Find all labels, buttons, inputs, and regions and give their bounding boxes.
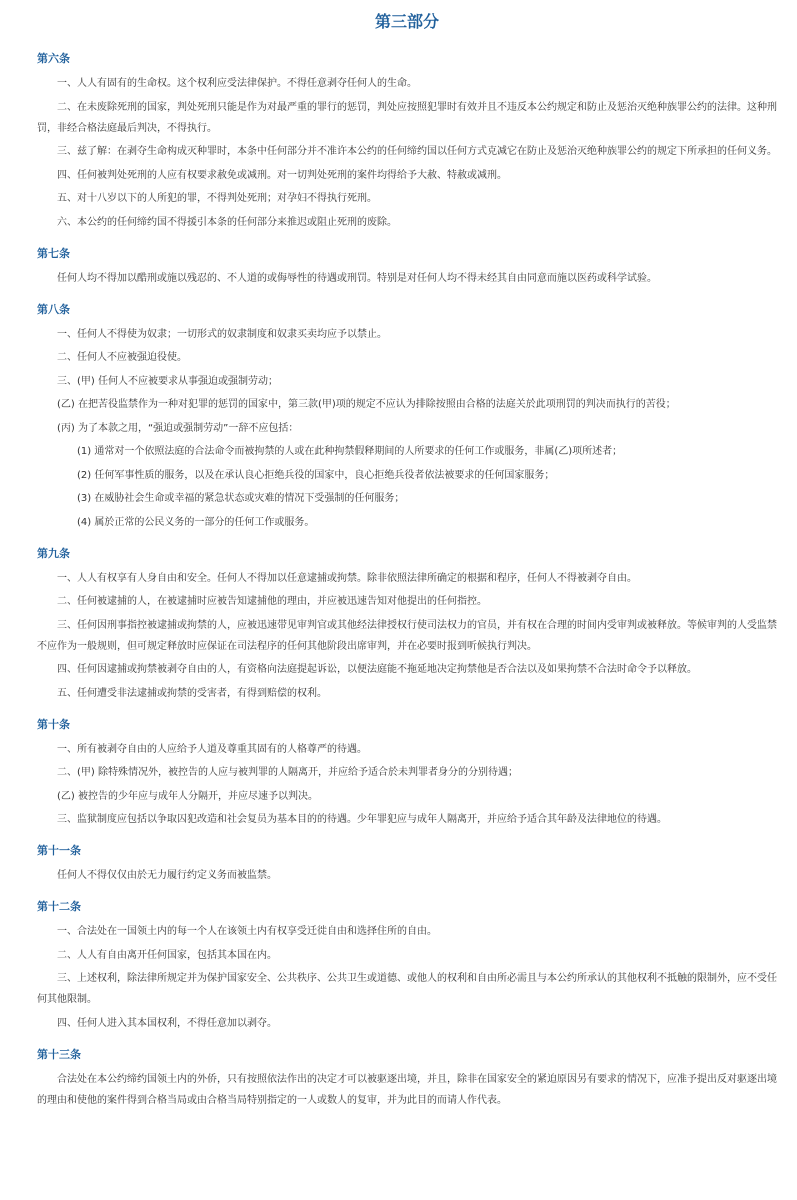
paragraph: 三、(甲) 任何人不应被要求从事强迫或强制劳动； (57, 375, 278, 387)
article-6 (37, 48, 777, 233)
paragraph: 二、任何人不应被强迫役使。 (57, 352, 187, 363)
paragraph: (乙) 在把苦役监禁作为一种对犯罪的惩罚的国家中，第三款(甲)项的规定不应认为排除按照由合格的法庭关於此项刑罚的判决而执行的苦役； (57, 399, 676, 410)
paragraph: (4) 属於正常的公民义务的一部分的任何工作或服务。 (77, 516, 315, 528)
article-13 (37, 1044, 777, 1111)
paragraph: 三、任何因刑事指控被逮捕或拘禁的人，应被迅速带见审判官或其他经法律授权行使司法权力的官员，并有权在合理的时间内受审判或被释放。等候审判的人受监禁不应作为一般规则，但可规定释放时应保证在司法程序的任何其他阶段出席审判，并在必要时报到听候执行判决。 (37, 619, 777, 652)
paragraph: 二、(甲) 除特殊情况外，被控告的人应与被判罪的人隔离开，并应给予适合於未判罪者身分的分别待遇； (57, 767, 518, 778)
paragraph: 五、任何遭受非法逮捕或拘禁的受害者，有得到赔偿的权利。 (57, 687, 327, 699)
paragraph: 一、人人有权享有人身自由和安全。任何人不得加以任意逮捕或拘禁。除非依照法律所确定的根据和程序，任何人不得被剥夺自由。 (57, 572, 637, 584)
article-heading: 第六条 (37, 52, 70, 65)
article-9 (37, 543, 777, 704)
paragraph: 一、所有被剥夺自由的人应给予人道及尊重其固有的人格尊严的待遇。 (57, 743, 367, 755)
paragraph: (1) 通常对一个依照法庭的合法命令而被拘禁的人或在此种拘禁假释期间的人所要求的任何工作或服务，非属(乙)项所述者； (77, 446, 623, 457)
paragraph: 二、人人有自由离开任何国家，包括其本国在内。 (57, 949, 277, 961)
article-heading: 第十三条 (37, 1047, 81, 1061)
paragraph: 五、对十八岁以下的人所犯的罪，不得判处死刑；对孕妇不得执行死刑。 (57, 193, 377, 204)
paragraph: 任何人均不得加以酷刑或施以残忍的、不人道的或侮辱性的待遇或刑罚。特别是对任何人均不得未经其自由同意而施以医药或科学试验。 (57, 272, 657, 284)
article-8 (37, 299, 777, 533)
article-heading: 第八条 (37, 302, 70, 316)
paragraph: (3) 在威胁社会生命或幸福的紧急状态或灾难的情况下受强制的任何服务； (77, 493, 405, 504)
paragraph: 三、上述权利，除法律所规定并为保护国家安全、公共秩序、公共卫生或道德、或他人的权利和自由所必需且与本公约所承认的其他权利不抵触的限制外，应不受任何其他限制。 (37, 973, 777, 1005)
paragraph: 四、任何人进入其本国权利，不得任意加以剥夺。 (57, 1017, 277, 1029)
paragraph: 一、合法处在一国领土内的每一个人在该领土内有权享受迁徙自由和选择住所的自由。 (57, 926, 437, 937)
paragraph: (2) 任何军事性质的服务，以及在承认良心拒绝兵役的国家中，良心拒绝兵役者依法被要求的任何国家服务； (77, 469, 555, 481)
paragraph: 四、任何被判处死刑的人应有权要求赦免或减刑。对一切判处死刑的案件均得给予大赦、特赦或减刑。 (57, 169, 507, 181)
article-heading: 第九条 (37, 546, 70, 560)
article-7 (37, 243, 777, 289)
paragraph: 任何人不得仅仅由於无力履行约定义务而被监禁。 (57, 870, 277, 881)
article-10 (37, 714, 777, 831)
page-title: 第三部分 (374, 12, 439, 31)
paragraph: 三、兹了解：在剥夺生命构成灭种罪时，本条中任何部分并不准许本公约的任何缔约国以任何方式克减它在防止及惩治灭绝种族罪公约的规定下所承担的任何义务。 (57, 146, 777, 157)
article-heading: 第十条 (37, 717, 70, 731)
article-12 (37, 896, 777, 1034)
article-heading: 第十一条 (37, 844, 81, 857)
article-heading: 第七条 (37, 246, 70, 260)
paragraph: 四、任何因逮捕或拘禁被剥夺自由的人，有资格向法庭提起诉讼，以便法庭能不拖延地决定拘禁他是否合法以及如果拘禁不合法时命令予以释放。 (57, 664, 697, 675)
paragraph: 一、人人有固有的生命权。这个权利应受法律保护。不得任意剥夺任何人的生命。 (57, 78, 417, 89)
paragraph: 三、监狱制度应包括以争取囚犯改造和社会复员为基本目的的待遇。少年罪犯应与成年人隔离开，并应给予适合其年龄及法律地位的待遇。 (57, 814, 667, 825)
paragraph: (乙) 被控告的少年应与成年人分隔开，并应尽速予以判决。 (57, 790, 318, 802)
paragraph: 二、在未废除死刑的国家，判处死刑只能是作为对最严重的罪行的惩罚，判处应按照犯罪时有效并且不违反本公约规定和防止及惩治灭绝种族罪公约的法律。这种刑罚，非经合格法庭最后判决，不得执行。 (37, 101, 777, 134)
article-heading: 第十二条 (37, 900, 81, 913)
paragraph: 二、任何被逮捕的人，在被逮捕时应被告知逮捕他的理由，并应被迅速告知对他提出的任何指控。 (57, 596, 487, 607)
paragraph: 合法处在本公约缔约国领土内的外侨，只有按照依法作出的决定才可以被驱逐出境，并且，除非在国家安全的紧迫原因另有要求的情况下，应准予提出反对驱逐出境的理由和使他的案件得到合格当局或由合格当局特别指定的一人或数人的复审，并为此目的而请人作代表。 (37, 1073, 777, 1106)
paragraph: 一、任何人不得使为奴隶；一切形式的奴隶制度和奴隶买卖均应予以禁止。 (57, 328, 387, 340)
article-11 (37, 840, 777, 886)
paragraph: 六、本公约的任何缔约国不得援引本条的任何部分来推迟或阻止死刑的废除。 (57, 216, 397, 228)
paragraph: (丙) 为了本款之用，“强迫或强制劳动”一辞不应包括： (57, 422, 299, 434)
